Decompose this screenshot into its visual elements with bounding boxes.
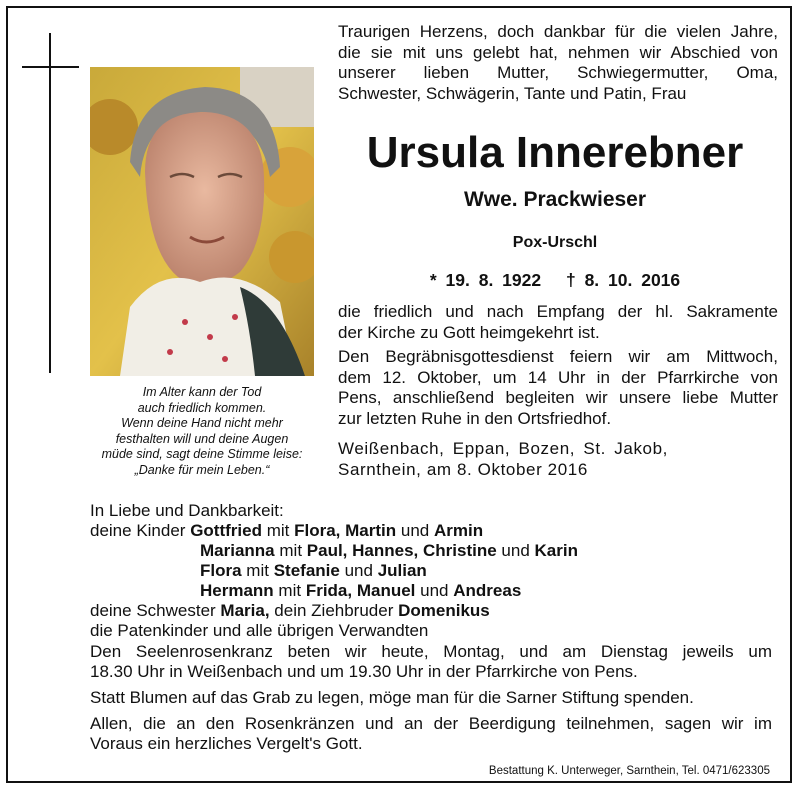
family-intro: In Liebe und Dankbarkeit: (90, 501, 284, 520)
connector: mit (278, 581, 302, 600)
connector: mit (246, 561, 269, 580)
caption-line: Im Alter kann der Tod (142, 385, 262, 399)
child-name: Gottfried (190, 521, 262, 540)
partner-names: Karin (534, 541, 578, 560)
connector: und (501, 541, 530, 560)
places-line: Weißenbach, Eppan, Bozen, St. Jakob, (338, 439, 668, 458)
places-line: Sarnthein, am 8. Oktober 2016 (338, 459, 588, 479)
family-row (90, 561, 578, 581)
foster-name: Domenikus (398, 601, 490, 620)
funeral-line: dem 12. Oktober, um 14 Uhr in der Pfarrkirche von (338, 367, 778, 387)
rosary-line: Den Seelenrosenkranz beten wir heute, Montag, und am Dienstag jeweils um (90, 642, 772, 661)
intro-line: Schwester, Schwägerin, Tante und Patin, Frau (338, 83, 687, 103)
connector: mit (266, 521, 290, 540)
funeral-line: Pens, anschließend begleiten wir unsere liebe Mutter (338, 388, 778, 407)
peaceful-line: die friedlich und nach Empfang der hl. Sakramente (338, 302, 778, 321)
sister-name: Maria, (220, 601, 270, 620)
peaceful-line: der Kirche zu Gott heimgekehrt ist. (338, 322, 600, 342)
family-row (90, 581, 578, 601)
portrait-photo (90, 67, 314, 376)
partner-names: Paul, Hannes, Christine (306, 541, 497, 560)
foster-prefix: dein Ziehbruder (274, 601, 394, 620)
funeral-line: Den Begräbnisgottesdienst feiern wir am Mittwoch, (338, 347, 778, 366)
partner-names: Flora, Martin (294, 521, 397, 540)
intro-line: unserer lieben Mutter, Schwiegermutter, Oma, (338, 63, 778, 82)
children-prefix: deine Kinder (90, 521, 186, 540)
birth-date: * 19. 8. 1922 (429, 270, 542, 290)
rosary-paragraph (90, 642, 772, 682)
widow-of: Wwe. Prackwieser (463, 188, 647, 211)
connector: und (420, 581, 449, 600)
family-row (90, 541, 578, 561)
deceased-name: Ursula Innerebner (366, 128, 744, 177)
partner-names: Julian (377, 561, 427, 580)
intro-line: Traurigen Herzens, doch dankbar für die vielen Jahre, (338, 22, 778, 41)
photo-caption (90, 385, 314, 478)
partner-names: Andreas (453, 581, 522, 600)
thanks-line: Voraus ein herzliches Vergelt's Gott. (90, 734, 363, 753)
rosary-line: 18.30 Uhr in Weißenbach und um 19.30 Uhr in der Pfarrkirche von Pens. (90, 662, 638, 681)
family-list (90, 501, 578, 641)
caption-line: auch friedlich kommen. (137, 400, 267, 415)
child-name: Flora (200, 561, 242, 580)
funeral-paragraph (338, 347, 778, 429)
life-dates (330, 270, 780, 291)
portrait-illustration (90, 67, 314, 376)
thanks-line: Allen, die an den Rosenkränzen und an der Beerdigung teilnehmen, sagen wir im (90, 714, 772, 733)
connector: und (344, 561, 373, 580)
nickname: Pox-Urschl (512, 234, 598, 251)
child-name: Hermann (200, 581, 274, 600)
cross-icon-horizontal (22, 66, 79, 68)
funeral-home-footer: Bestattung K. Unterweger, Sarnthein, Tel. 0471/623305 (488, 765, 770, 777)
partner-names: Armin (433, 521, 484, 540)
family-row (90, 601, 578, 621)
partner-names: Frida, Manuel (305, 581, 416, 600)
caption-line: „Danke für mein Leben.“ (134, 462, 270, 477)
connector: mit (279, 541, 303, 560)
intro-line: die sie mit uns gelebt hat, nehmen wir Abschied von (338, 42, 778, 62)
intro-paragraph (338, 22, 778, 104)
flowers-line: Statt Blumen auf das Grab zu legen, möge man für die Sarner Stiftung spenden. (90, 688, 694, 707)
sister-prefix: deine Schwester (90, 601, 216, 620)
caption-line: müde sind, sagt deine Stimme leise: (101, 447, 303, 461)
connector: und (400, 521, 430, 540)
caption-line: festhalten will und deine Augen (115, 431, 289, 446)
funeral-line: zur letzten Ruhe in den Ortsfriedhof. (338, 408, 612, 428)
family-row (90, 521, 578, 541)
child-name: Marianna (200, 541, 275, 560)
places-paragraph (338, 439, 778, 480)
cross-icon-vertical (49, 33, 51, 373)
partner-names: Stefanie (273, 561, 340, 580)
thanks-paragraph (90, 714, 772, 754)
family-others: die Patenkinder und alle übrigen Verwandten (90, 621, 429, 640)
flowers-paragraph (90, 688, 772, 708)
caption-line: Wenn deine Hand nicht mehr (121, 416, 283, 430)
peaceful-paragraph (338, 302, 778, 343)
death-date: † 8. 10. 2016 (565, 270, 681, 290)
